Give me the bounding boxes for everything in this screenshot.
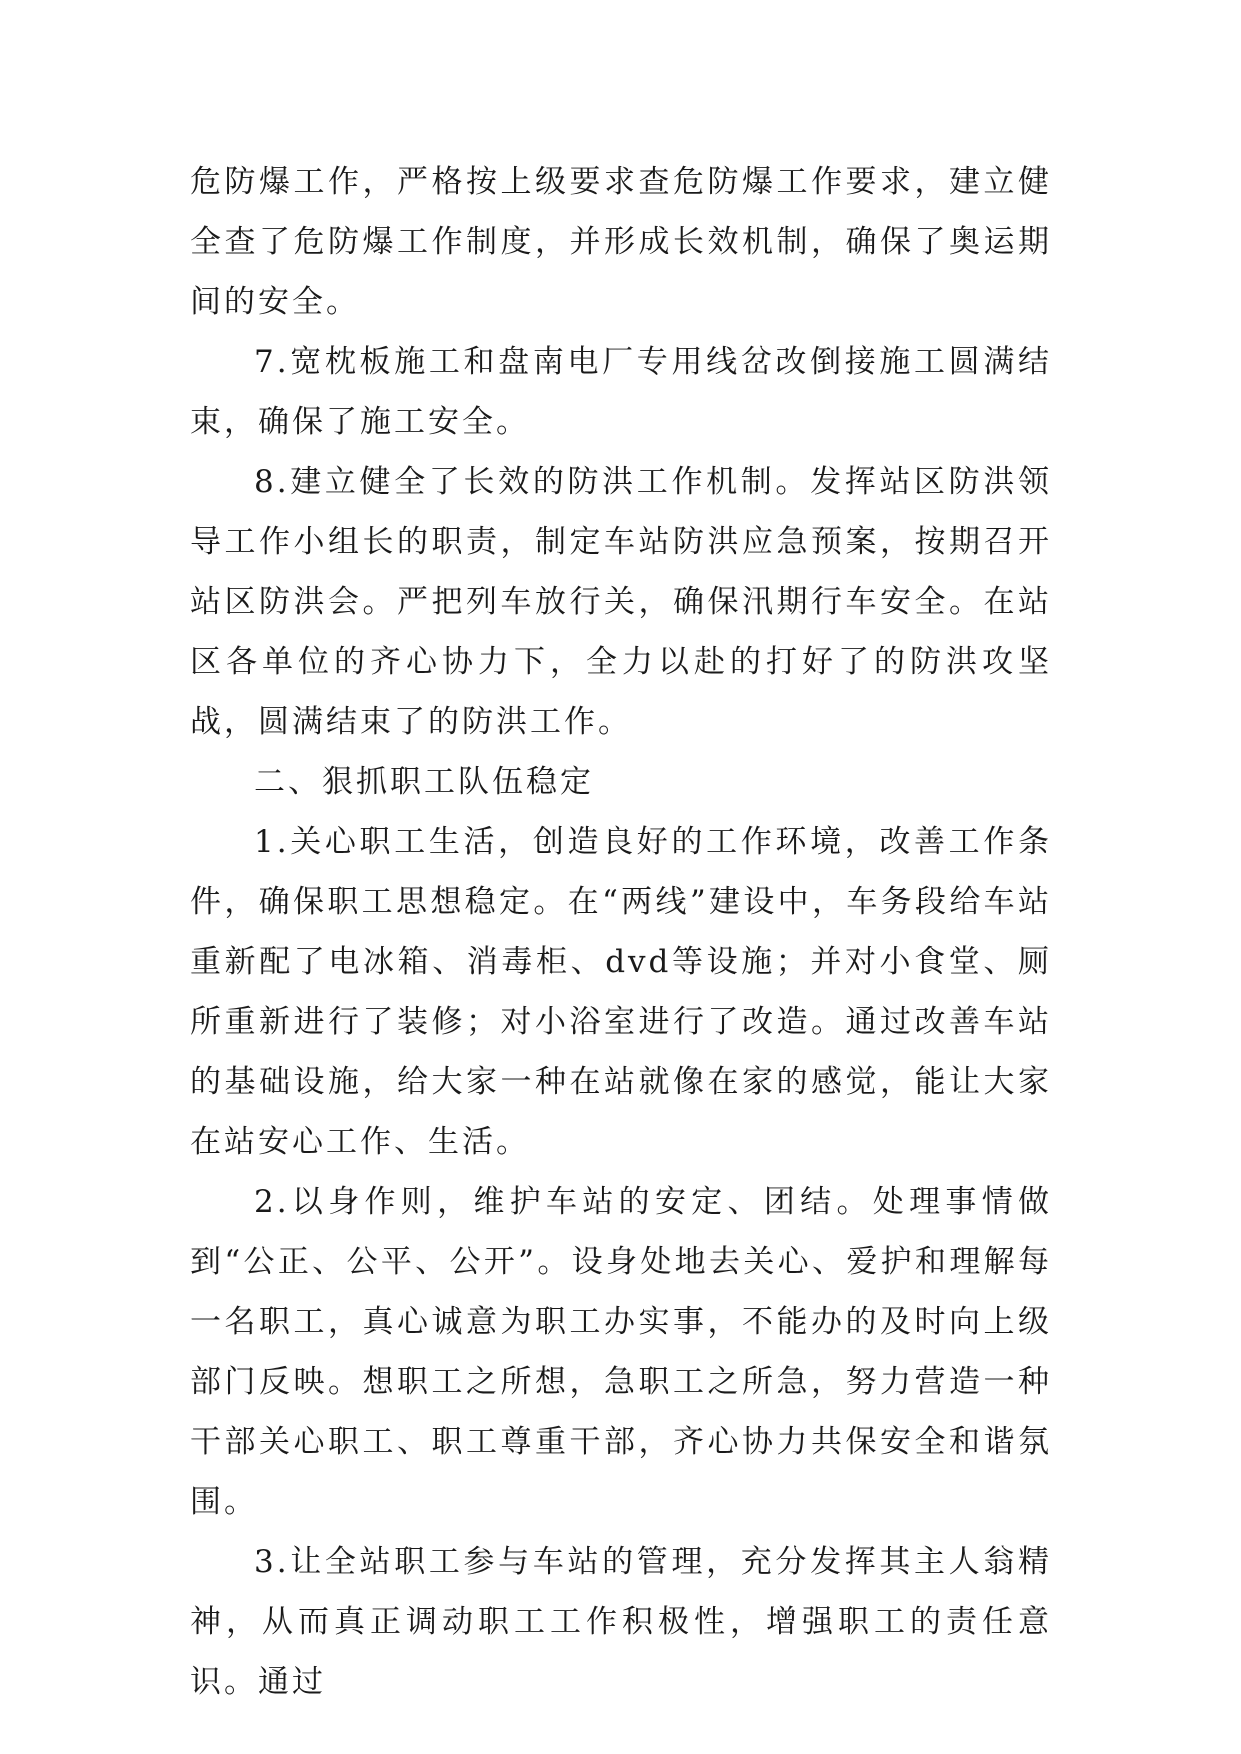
document-body xyxy=(190,152,1052,1712)
paragraph-item-1: 1.关心职工生活，创造良好的工作环境，改善工作条件，确保职工思想稳定。在“两线”建设中，车务段给车站重新配了电冰箱、消毒柜、dvd等设施；并对小食堂、厕所重新进行了装修；对小浴室进行了改造。通过改善车站的基础设施，给大家一种在站就像在家的感觉，能让大家在站安心工作、生活。 xyxy=(190,824,1052,1160)
section-heading: 二、狠抓职工队伍稳定 xyxy=(254,764,594,800)
paragraph-item-8: 8.建立健全了长效的防洪工作机制。发挥站区防洪领导工作小组长的职责，制定车站防洪应急预案，按期召开站区防洪会。严把列车放行关，确保汛期行车安全。在站区各单位的齐心协力下，全力以赴的打好了的防洪攻坚战，圆满结束了的防洪工作。 xyxy=(190,464,1052,740)
paragraph-item-7: 7.宽枕板施工和盘南电厂专用线岔改倒接施工圆满结束，确保了施工安全。 xyxy=(190,344,1052,440)
paragraph-continuation: 危防爆工作，严格按上级要求查危防爆工作要求，建立健全查了危防爆工作制度，并形成长效机制，确保了奥运期间的安全。 xyxy=(190,164,1052,320)
paragraph-item-2: 2.以身作则，维护车站的安定、团结。处理事情做到“公正、公平、公开”。设身处地去关心、爱护和理解每一名职工，真心诚意为职工办实事，不能办的及时向上级部门反映。想职工之所想，急职工之所急，努力营造一种干部关心职工、职工尊重干部，齐心协力共保安全和谐氛围。 xyxy=(190,1184,1052,1520)
paragraph-item-3: 3.让全站职工参与车站的管理，充分发挥其主人翁精神，从而真正调动职工工作积极性，增强职工的责任意识。通过 xyxy=(190,1544,1052,1700)
